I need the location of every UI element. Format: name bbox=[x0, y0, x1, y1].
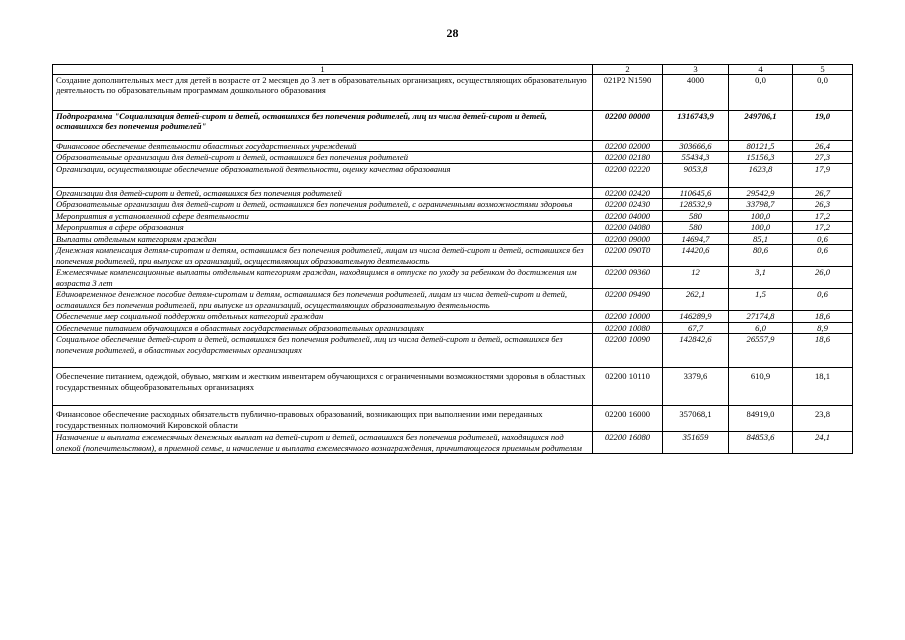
table-row bbox=[53, 267, 853, 289]
row-code: 02200 16000 bbox=[593, 406, 663, 432]
row-name: Образовательные организации для детей-сирот и детей, оставшихся без попечения родителей, с ограниченными возможностями здоровья bbox=[53, 199, 593, 210]
table-row bbox=[53, 163, 853, 187]
row-actual: 3,1 bbox=[729, 267, 793, 289]
row-code: 02200 02430 bbox=[593, 199, 663, 210]
row-code: 02200 02180 bbox=[593, 152, 663, 163]
row-name: Обеспечение питанием, одеждой, обувью, мягким и жестким инвентарем обучающихся с ограниченными возможностями здоровья в областных государственных общеобразовательных организациях bbox=[53, 368, 593, 406]
page-number: 28 bbox=[446, 26, 459, 40]
row-actual: 1,5 bbox=[729, 289, 793, 311]
header-col-5: 5 bbox=[793, 65, 853, 75]
row-percent: 26,3 bbox=[793, 199, 853, 210]
row-plan: 303666,6 bbox=[663, 141, 729, 152]
row-actual: 27174,8 bbox=[729, 311, 793, 322]
header-col-4: 4 bbox=[729, 65, 793, 75]
row-name: Выплаты отдельным категориям граждан bbox=[53, 233, 593, 244]
row-name: Обеспечение мер социальной поддержки отдельных категорий граждан bbox=[53, 311, 593, 322]
row-code: 02200 02420 bbox=[593, 187, 663, 198]
table-row bbox=[53, 289, 853, 311]
row-code: 02200 04080 bbox=[593, 222, 663, 233]
row-plan: 14694,7 bbox=[663, 233, 729, 244]
row-name: Обеспечение питанием обучающихся в областных государственных образовательных организациях bbox=[53, 322, 593, 333]
table-row bbox=[53, 245, 853, 267]
row-plan: 12 bbox=[663, 267, 729, 289]
row-plan: 128532,9 bbox=[663, 199, 729, 210]
table-row bbox=[53, 334, 853, 368]
row-percent: 26,0 bbox=[793, 267, 853, 289]
row-code: 02200 10000 bbox=[593, 311, 663, 322]
row-percent: 23,8 bbox=[793, 406, 853, 432]
row-percent: 26,7 bbox=[793, 187, 853, 198]
header-col-3: 3 bbox=[663, 65, 729, 75]
row-plan: 4000 bbox=[663, 75, 729, 111]
row-plan: 580 bbox=[663, 222, 729, 233]
row-code: 02200 09000 bbox=[593, 233, 663, 244]
header-col-1: 1 bbox=[53, 65, 593, 75]
row-percent: 26,4 bbox=[793, 141, 853, 152]
row-name: Создание дополнительных мест для детей в возрасте от 2 месяцев до 3 лет в образовательных организациях, осуществляющих образовательную деятельность по образовательным программам дошкольного образования bbox=[53, 75, 593, 111]
row-name: Образовательные организации для детей-сирот и детей, оставшихся без попечения родителей bbox=[53, 152, 593, 163]
row-percent: 24,1 bbox=[793, 432, 853, 454]
row-plan: 3379,6 bbox=[663, 368, 729, 406]
row-actual: 26557,9 bbox=[729, 334, 793, 368]
row-actual: 29542,9 bbox=[729, 187, 793, 198]
row-actual: 610,9 bbox=[729, 368, 793, 406]
row-percent: 17,9 bbox=[793, 163, 853, 187]
row-name: Денежная компенсация детям-сиротам и детям, оставшимся без попечения родителей, лицам из числа детей-сирот и детей, оставшихся без попечения родителей, при выпуске из организаций, осуществляющих образовательную деятельность bbox=[53, 245, 593, 267]
row-plan: 9053,8 bbox=[663, 163, 729, 187]
table-row bbox=[53, 233, 853, 244]
row-actual: 80,6 bbox=[729, 245, 793, 267]
row-actual: 0,0 bbox=[729, 75, 793, 111]
row-actual: 33798,7 bbox=[729, 199, 793, 210]
row-percent: 0,6 bbox=[793, 233, 853, 244]
row-code: 02200 09360 bbox=[593, 267, 663, 289]
table-row bbox=[53, 432, 853, 454]
row-code: 02200 04000 bbox=[593, 210, 663, 221]
row-plan: 67,7 bbox=[663, 322, 729, 333]
table-row bbox=[53, 141, 853, 152]
table-row bbox=[53, 199, 853, 210]
row-actual: 85,1 bbox=[729, 233, 793, 244]
row-name: Организации для детей-сирот и детей, оставшихся без попечения родителей bbox=[53, 187, 593, 198]
row-plan: 357068,1 bbox=[663, 406, 729, 432]
table-row bbox=[53, 75, 853, 111]
row-name: Подпрограмма "Социализация детей-сирот и детей, оставшихся без попечения родителей, лиц из числа детей-сирот и детей, оставшихся без попечения родителей" bbox=[53, 111, 593, 141]
row-name: Мероприятия в сфере образования bbox=[53, 222, 593, 233]
row-plan: 146289,9 bbox=[663, 311, 729, 322]
row-name: Ежемесячные компенсационные выплаты отдельным категориям граждан, находящимся в отпуске по уходу за ребенком до достижения им возраста 3 лет bbox=[53, 267, 593, 289]
row-plan: 1316743,9 bbox=[663, 111, 729, 141]
row-actual: 100,0 bbox=[729, 222, 793, 233]
row-actual: 6,0 bbox=[729, 322, 793, 333]
row-actual: 15156,3 bbox=[729, 152, 793, 163]
header-col-2: 2 bbox=[593, 65, 663, 75]
row-percent: 18,6 bbox=[793, 334, 853, 368]
row-percent: 8,9 bbox=[793, 322, 853, 333]
row-code: 02200 090Т0 bbox=[593, 245, 663, 267]
row-percent: 17,2 bbox=[793, 210, 853, 221]
table-row bbox=[53, 311, 853, 322]
row-percent: 0,6 bbox=[793, 245, 853, 267]
row-percent: 19,0 bbox=[793, 111, 853, 141]
row-percent: 0,6 bbox=[793, 289, 853, 311]
row-code: 02200 02220 bbox=[593, 163, 663, 187]
row-percent: 17,2 bbox=[793, 222, 853, 233]
row-actual: 80121,5 bbox=[729, 141, 793, 152]
row-code: 02200 09490 bbox=[593, 289, 663, 311]
row-code: 02200 00000 bbox=[593, 111, 663, 141]
row-percent: 18,6 bbox=[793, 311, 853, 322]
table-row bbox=[53, 368, 853, 406]
row-code: 02200 02000 bbox=[593, 141, 663, 152]
row-plan: 14420,6 bbox=[663, 245, 729, 267]
row-name: Назначение и выплата ежемесячных денежных выплат на детей-сирот и детей, оставшихся без попечения родителей, находящихся под опекой (попечительством), в приемной семье, и начисление и выплата ежемесячного вознаграждения, причитающегося приемным родителям bbox=[53, 432, 593, 454]
table-row bbox=[53, 152, 853, 163]
budget-table bbox=[52, 64, 853, 454]
row-name: Мероприятия в установленной сфере деятельности bbox=[53, 210, 593, 221]
row-name: Финансовое обеспечение расходных обязательств публично-правовых образований, возникающих при выполнении ими переданных государственных полномочий Кировской области bbox=[53, 406, 593, 432]
table-row bbox=[53, 210, 853, 221]
table-row bbox=[53, 322, 853, 333]
row-code: 02200 10080 bbox=[593, 322, 663, 333]
row-plan: 580 bbox=[663, 210, 729, 221]
table-row bbox=[53, 111, 853, 141]
row-actual: 84919,0 bbox=[729, 406, 793, 432]
row-code: 021P2 N1590 bbox=[593, 75, 663, 111]
row-plan: 351659 bbox=[663, 432, 729, 454]
table-row bbox=[53, 222, 853, 233]
row-plan: 110645,6 bbox=[663, 187, 729, 198]
row-percent: 27,3 bbox=[793, 152, 853, 163]
row-percent: 18,1 bbox=[793, 368, 853, 406]
row-code: 02200 10110 bbox=[593, 368, 663, 406]
row-name: Организации, осуществляющие обеспечение образовательной деятельности, оценку качества образования bbox=[53, 163, 593, 187]
row-name: Единовременное денежное пособие детям-сиротам и детям, оставшимся без попечения родителей, лицам из числа детей-сирот и детей, оставшихся без попечения родителей, при выпуске из организаций, осуществляющих образовательную деятельность bbox=[53, 289, 593, 311]
row-actual: 84853,6 bbox=[729, 432, 793, 454]
table-row bbox=[53, 187, 853, 198]
row-plan: 142842,6 bbox=[663, 334, 729, 368]
row-plan: 262,1 bbox=[663, 289, 729, 311]
row-code: 02200 10090 bbox=[593, 334, 663, 368]
row-plan: 55434,3 bbox=[663, 152, 729, 163]
table-row bbox=[53, 406, 853, 432]
row-actual: 1623,8 bbox=[729, 163, 793, 187]
row-name: Социальное обеспечение детей-сирот и детей, оставшихся без попечения родителей, лиц из числа детей-сирот и детей, оставшихся без попечения родителей, в областных государственных организациях bbox=[53, 334, 593, 368]
table-header-row bbox=[53, 65, 853, 75]
row-name: Финансовое обеспечение деятельности областных государственных учреждений bbox=[53, 141, 593, 152]
row-actual: 249706,1 bbox=[729, 111, 793, 141]
row-actual: 100,0 bbox=[729, 210, 793, 221]
row-percent: 0,0 bbox=[793, 75, 853, 111]
row-code: 02200 16080 bbox=[593, 432, 663, 454]
